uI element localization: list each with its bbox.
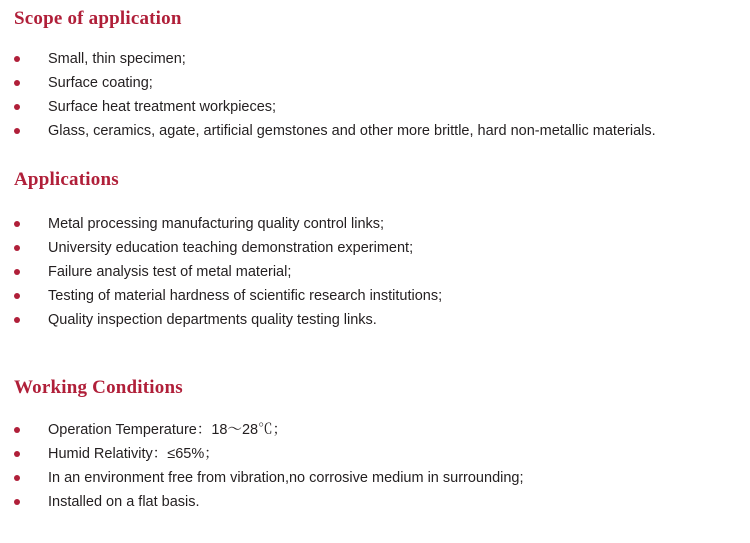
list-item	[0, 71, 750, 95]
bullet-dot-icon	[14, 451, 20, 457]
bullet-dot-icon	[14, 499, 20, 505]
list-item	[0, 418, 750, 442]
bullet-dot-icon	[14, 80, 20, 86]
list-item	[0, 95, 750, 119]
list-item-text: Metal processing manufacturing quality control links;	[48, 216, 385, 232]
section-heading: Working Conditions	[14, 377, 183, 398]
bullet-dot-icon	[14, 427, 20, 433]
list-item-text: Failure analysis test of metal material;	[48, 264, 292, 280]
list-item-text: Humid Relativity：≤65%；	[48, 446, 219, 462]
list-item	[0, 212, 750, 236]
list-item-text: Testing of material hardness of scientific research institutions;	[48, 288, 443, 304]
list-item	[0, 260, 750, 284]
list-item-text: Surface coating;	[48, 75, 153, 91]
bullet-list-working-conditions	[0, 418, 750, 514]
list-item	[0, 236, 750, 260]
section-heading: Applications	[14, 169, 119, 190]
bullet-list-applications	[0, 212, 750, 332]
section-heading: Scope of application	[14, 8, 182, 29]
list-item-text: In an environment free from vibration,no corrosive medium in surrounding;	[48, 470, 524, 486]
bullet-dot-icon	[14, 317, 20, 323]
bullet-dot-icon	[14, 269, 20, 275]
list-item	[0, 490, 750, 514]
list-item-text: Small, thin specimen;	[48, 51, 186, 67]
list-item-text: University education teaching demonstration experiment;	[48, 240, 414, 256]
bullet-dot-icon	[14, 475, 20, 481]
list-item-text: Quality inspection departments quality testing links.	[48, 312, 377, 328]
list-item-text: Surface heat treatment workpieces;	[48, 99, 277, 115]
bullet-list-scope	[0, 47, 750, 143]
bullet-dot-icon	[14, 221, 20, 227]
list-item-text: Installed on a flat basis.	[48, 494, 200, 510]
list-item	[0, 442, 750, 466]
list-item	[0, 284, 750, 308]
bullet-dot-icon	[14, 245, 20, 251]
list-item	[0, 466, 750, 490]
list-item	[0, 47, 750, 71]
list-item	[0, 119, 750, 143]
bullet-dot-icon	[14, 293, 20, 299]
list-item-text: Glass, ceramics, agate, artificial gemstones and other more brittle, hard non-metallic materials.	[48, 123, 656, 139]
list-item-text: Operation Temperature：18～28℃；	[48, 422, 288, 438]
bullet-dot-icon	[14, 104, 20, 110]
list-item	[0, 308, 750, 332]
bullet-dot-icon	[14, 128, 20, 134]
bullet-dot-icon	[14, 56, 20, 62]
